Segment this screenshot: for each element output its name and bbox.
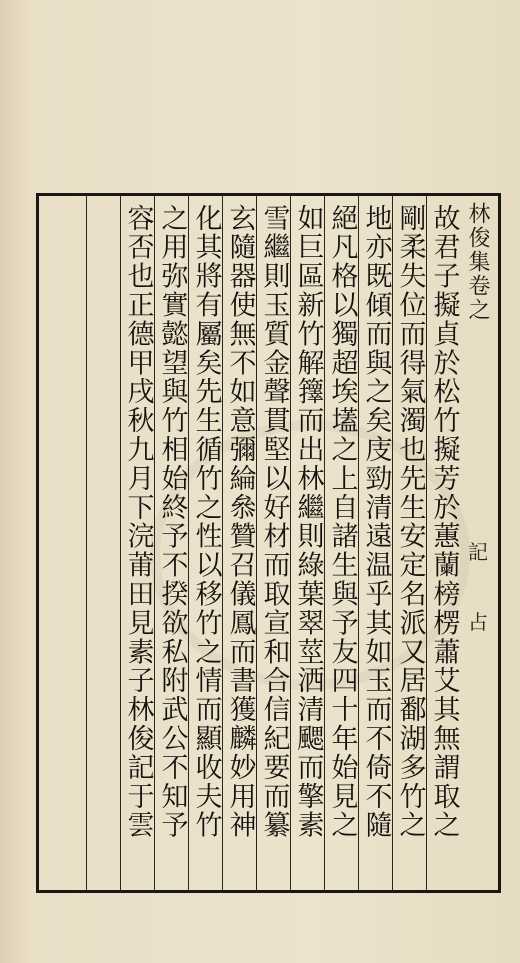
margin-mark: 占 xyxy=(468,610,488,634)
column-text: 雪繼則玉質金聲貫堅以好材而取宣和合信紀要而纂 xyxy=(258,204,290,840)
column-text: 如巨區新竹解籜而出林繼則綠葉翠莖洒清颸而擎素 xyxy=(292,204,324,840)
margin-title: 林俊集卷之 xyxy=(465,202,490,322)
text-frame xyxy=(36,193,501,893)
column-text: 玄隨器使無不如意彌綸叅贊召儀鳳而書獲麟妙用神 xyxy=(224,204,256,840)
text-column xyxy=(324,196,358,890)
column-text: 地亦既傾而與之矣庋勁清遠温乎其如玉而不倚不隨 xyxy=(360,204,392,840)
text-column xyxy=(222,196,256,890)
text-column xyxy=(120,196,154,890)
margin-mark: 記 xyxy=(468,540,488,564)
text-column xyxy=(188,196,222,890)
column-text: 容否也正德甲戌秋九月下浣莆田見素子林俊記于雲 xyxy=(122,204,154,840)
column-text: 化其將有屬矣先生循竹之性以移竹之情而顯收夫竹 xyxy=(190,204,222,840)
blank-column xyxy=(86,196,120,890)
text-column xyxy=(256,196,290,890)
text-column xyxy=(154,196,188,890)
text-column xyxy=(290,196,324,890)
text-column xyxy=(358,196,392,890)
column-text: 故君子擬貞於松竹擬芳於蕙蘭榜楞蕭艾其無謂取之 xyxy=(428,204,460,840)
text-column xyxy=(426,196,460,890)
column-text: 絕凡格以獨超埃壒之上自諸生與予友四十年始見之 xyxy=(326,204,358,840)
text-column xyxy=(392,196,426,890)
column-text: 之用弥實懿望與竹相始終予不揆欲私附武公不知予 xyxy=(156,204,188,840)
column-grid xyxy=(39,196,498,890)
margin-column xyxy=(460,196,498,890)
column-text: 剛柔失位而得氣濁也先生安定名派又居鄱湖多竹之 xyxy=(394,204,426,840)
blank-column xyxy=(52,196,86,890)
